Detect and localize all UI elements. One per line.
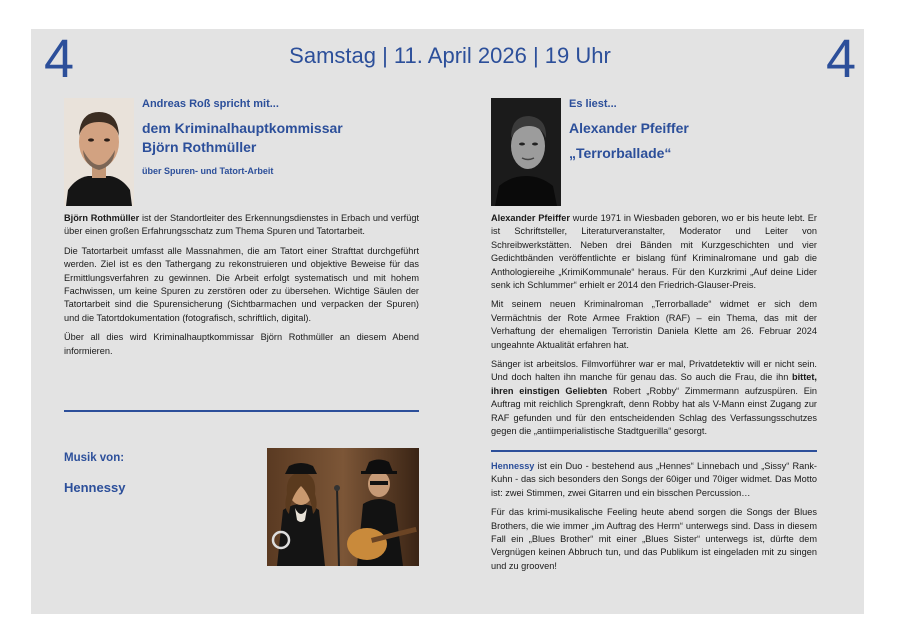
guest-paragraph-1-text: ist der Standortleiter des Erkennungsdienstes in Erbach und verfügt über einen großen Erfahrungsschatz zum Thema Spuren und Tatortarbeit. xyxy=(64,213,420,237)
talk-topic: über Spuren- und Tatort-Arbeit xyxy=(142,166,274,176)
left-divider xyxy=(64,410,419,412)
music-label: Musik von: xyxy=(64,452,125,464)
band-paragraph-2: Für das krimi-musikalische Feeling heute abend sorgen die Songs der Blues Brothers, die wie immer „im Auftrag des Herrn“ unterwegs sind. Dass in diesem Fall ein „Blues Brother“ mit einer „Blues Sister“ unterwegs ist, dürfte dem Vergnügen keinen Abbruch tun, und das Publikum ist eingeladen mit zu singen und zu grooven! xyxy=(491,507,817,571)
right-divider xyxy=(491,450,817,452)
guest-paragraph-1 xyxy=(64,212,419,239)
author-paragraph-1 xyxy=(491,212,817,292)
guest-description xyxy=(64,212,419,364)
band-paragraph-1 xyxy=(491,460,817,500)
page-number-right: 4 xyxy=(826,29,857,89)
guest-title: dem Kriminalhauptkommissar xyxy=(142,120,343,136)
photo-bjoern-rothmueller xyxy=(64,98,134,206)
photo-hennessy-band xyxy=(267,448,419,566)
author-name: Alexander Pfeiffer xyxy=(569,120,689,136)
author-paragraph-3-text-a: Sänger ist arbeitslos. Filmvorführer war er mal, Privatdetektiv will er nicht sein. Und doch halten ihn manche für genau das. So auch die Frau, die ihn xyxy=(491,359,817,383)
band-description xyxy=(491,460,817,579)
book-title: „Terrorballade“ xyxy=(569,145,672,161)
music-band-name: Hennessy xyxy=(64,480,126,495)
author-name-bold: Alexander Pfeiffer xyxy=(491,213,570,223)
page-number-left: 4 xyxy=(44,29,75,89)
band-paragraph-1-text: ist ein Duo - bestehend aus „Hennes“ Linnebach und „Sissy“ Rank-Kuhn - das sich besonders den Songs der 60iger und 70iger widmet. Das Motto ist: zwei Stimmen, zwei Gitarren und ein bisschen Percussion… xyxy=(491,461,817,498)
host-intro: Andreas Roß spricht mit... xyxy=(142,98,279,110)
photo-alexander-pfeiffer xyxy=(491,98,561,206)
guest-name: Björn Rothmüller xyxy=(142,139,257,155)
author-description xyxy=(491,212,817,445)
band-name-bold: Hennessy xyxy=(491,461,535,471)
author-paragraph-3-bold: bittet, ihren einstigen Geliebten xyxy=(491,372,817,396)
author-paragraph-3-text-b: Robert „Robby“ Zimmermann aufzuspüren. Ein Auftrag mit reichlich Sprengkraft, denn Robby hat als V-Mann einst Zugang zur RAF gefunden und für den entscheidenden Schlag des Verfassungsschutzes gegen die „antiimperialistische Stadtguerilla“ gesorgt. xyxy=(491,385,817,437)
guest-paragraph-3: Über all dies wird Kriminalhauptkommissar Björn Rothmüller an diesem Abend informieren. xyxy=(64,332,419,356)
guest-name-bold: Björn Rothmüller xyxy=(64,213,140,223)
reading-intro: Es liest... xyxy=(569,98,617,110)
author-paragraph-2: Mit seinem neuen Kriminalroman „Terrorballade“ widmet er sich dem Vermächtnis der Rote Armee Fraktion (RAF) – ein Thema, das mit der Verhaftung der ehemaligen Terroristin Daniela Klette am 26. Februar 2024 ungeahnte Aktualität erfahren hat. xyxy=(491,299,817,350)
guest-paragraph-2: Die Tatortarbeit umfasst alle Massnahmen, die am Tatort einer Strafttat durchgeführt werden. Ziel ist es den Tathergang zu rekonstruieren und objektive Beweise für das Ermittlungsverfahren zu gewinnen. Die Arbeit erfolgt systematisch und mit hohem Fachwissen, um keine Spuren zu zerstören oder zu übersehen. Wichtige Säulen der Tatortarbeit sind die Spurensicherung (Sichtbarmachen und verpacken der Spuren) und die Tatortdokumentation (fotografisch, schriftlich, digital). xyxy=(64,245,419,323)
author-paragraph-3 xyxy=(491,358,817,438)
event-date-heading: Samstag | 11. April 2026 | 19 Uhr xyxy=(289,43,611,68)
author-paragraph-1-text: wurde 1971 in Wiesbaden geboren, wo er bis heute lebt. Er ist Schriftsteller, Literaturveranstalter, Moderator und Leiter von Schreibwerkstätten. Neben drei Bänden mit Kurzgeschichten und vier Gedichtbänden veröffentlichte er bislang fünf Kriminalromane und gab die Anthologiereihe „KrimiKommunale“ heraus. Für den Kurzkrimi „Auf deine Lider senk ich Schlummer“ erhielt er 2014 den Friedrich-Glauser-Preis. xyxy=(491,213,817,291)
